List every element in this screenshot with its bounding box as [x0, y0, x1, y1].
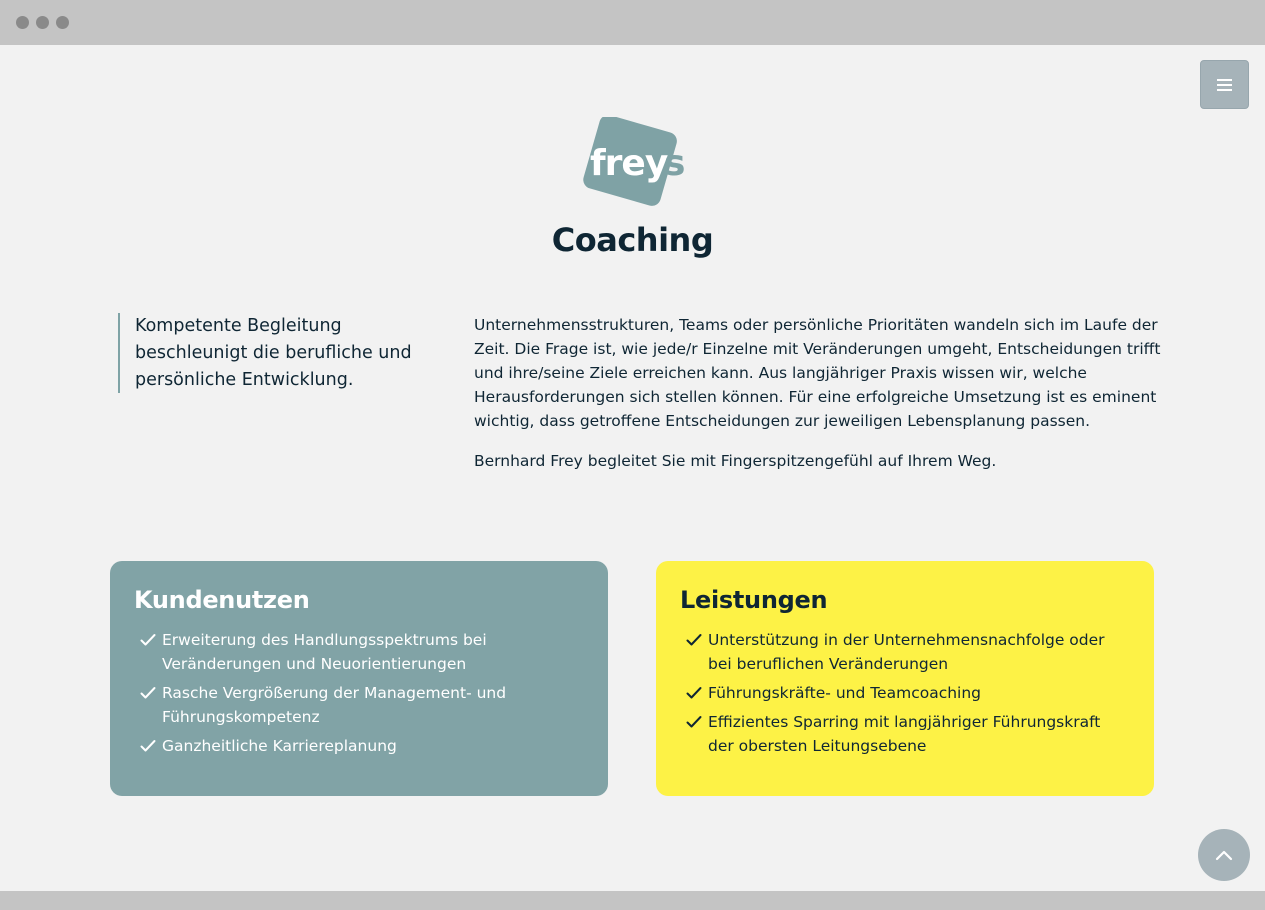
list-item-text: Unterstützung in der Unternehmensnachfolge oder bei beruflichen Veränderungen	[708, 631, 1105, 673]
services-list	[680, 628, 1130, 758]
freys-logo-mark	[580, 117, 686, 207]
chevron-up-icon	[1215, 850, 1233, 861]
freys-logo[interactable]	[580, 117, 686, 207]
lead-quote: Kompetente Begleitung beschleunigt die berufliche und persönliche Entwicklung.	[118, 313, 436, 393]
checkmark-icon	[686, 686, 702, 700]
intro-text	[474, 313, 1164, 489]
benefits-title: Kundenutzen	[134, 586, 310, 614]
list-item	[134, 628, 584, 676]
intro-paragraph: Unternehmensstrukturen, Teams oder persönliche Prioritäten wandeln sich im Laufe der Zeit. Die Frage ist, wie jede/r Einzelne mit Veränderungen umgeht, Entscheidungen trifft und ihre/seine Ziele erreichen kann. Aus langjähriger Praxis wissen wir, welche Herausforderungen sich stellen können. Für eine erfolgreiche Umsetzung ist es eminent wichtig, dass getroffene Entscheidungen zur jeweiligen Lebensplanung passen.	[474, 316, 1161, 430]
services-title: Leistungen	[680, 586, 828, 614]
list-item	[680, 628, 1130, 676]
scroll-to-top-button[interactable]	[1198, 829, 1250, 881]
window-close-dot[interactable]	[16, 16, 29, 29]
checkmark-icon	[140, 739, 156, 753]
benefits-list	[134, 628, 584, 758]
list-item	[134, 681, 584, 729]
window-bottom-bar	[0, 891, 1265, 910]
window-maximize-dot[interactable]	[56, 16, 69, 29]
svg-text:s: s	[664, 143, 686, 184]
benefits-card	[110, 561, 608, 796]
list-item-text: Rasche Vergrößerung der Management- und Führungskompetenz	[162, 684, 507, 726]
list-item	[680, 681, 1130, 705]
page-title: Coaching	[551, 221, 714, 259]
list-item	[134, 734, 584, 758]
svg-text:frey: frey	[590, 143, 668, 184]
list-item-text: Führungskräfte- und Teamcoaching	[708, 684, 982, 702]
list-item-text: Ganzheitliche Karriereplanung	[162, 737, 397, 755]
list-item-text: Effizientes Sparring mit langjähriger Führungskraft der obersten Leitungsebene	[708, 713, 1101, 755]
checkmark-icon	[140, 686, 156, 700]
checkmark-icon	[686, 633, 702, 647]
intro-paragraph: Bernhard Frey begleitet Sie mit Fingerspitzengefühl auf Ihrem Weg.	[474, 452, 997, 470]
services-card	[656, 561, 1154, 796]
menu-button[interactable]	[1200, 60, 1249, 109]
hamburger-menu-icon	[1217, 79, 1232, 91]
list-item-text: Erweiterung des Handlungsspektrums bei Veränderungen und Neuorientierungen	[162, 631, 487, 673]
window-minimize-dot[interactable]	[36, 16, 49, 29]
list-item	[680, 710, 1130, 758]
checkmark-icon	[140, 633, 156, 647]
window-titlebar	[0, 0, 1265, 45]
checkmark-icon	[686, 715, 702, 729]
